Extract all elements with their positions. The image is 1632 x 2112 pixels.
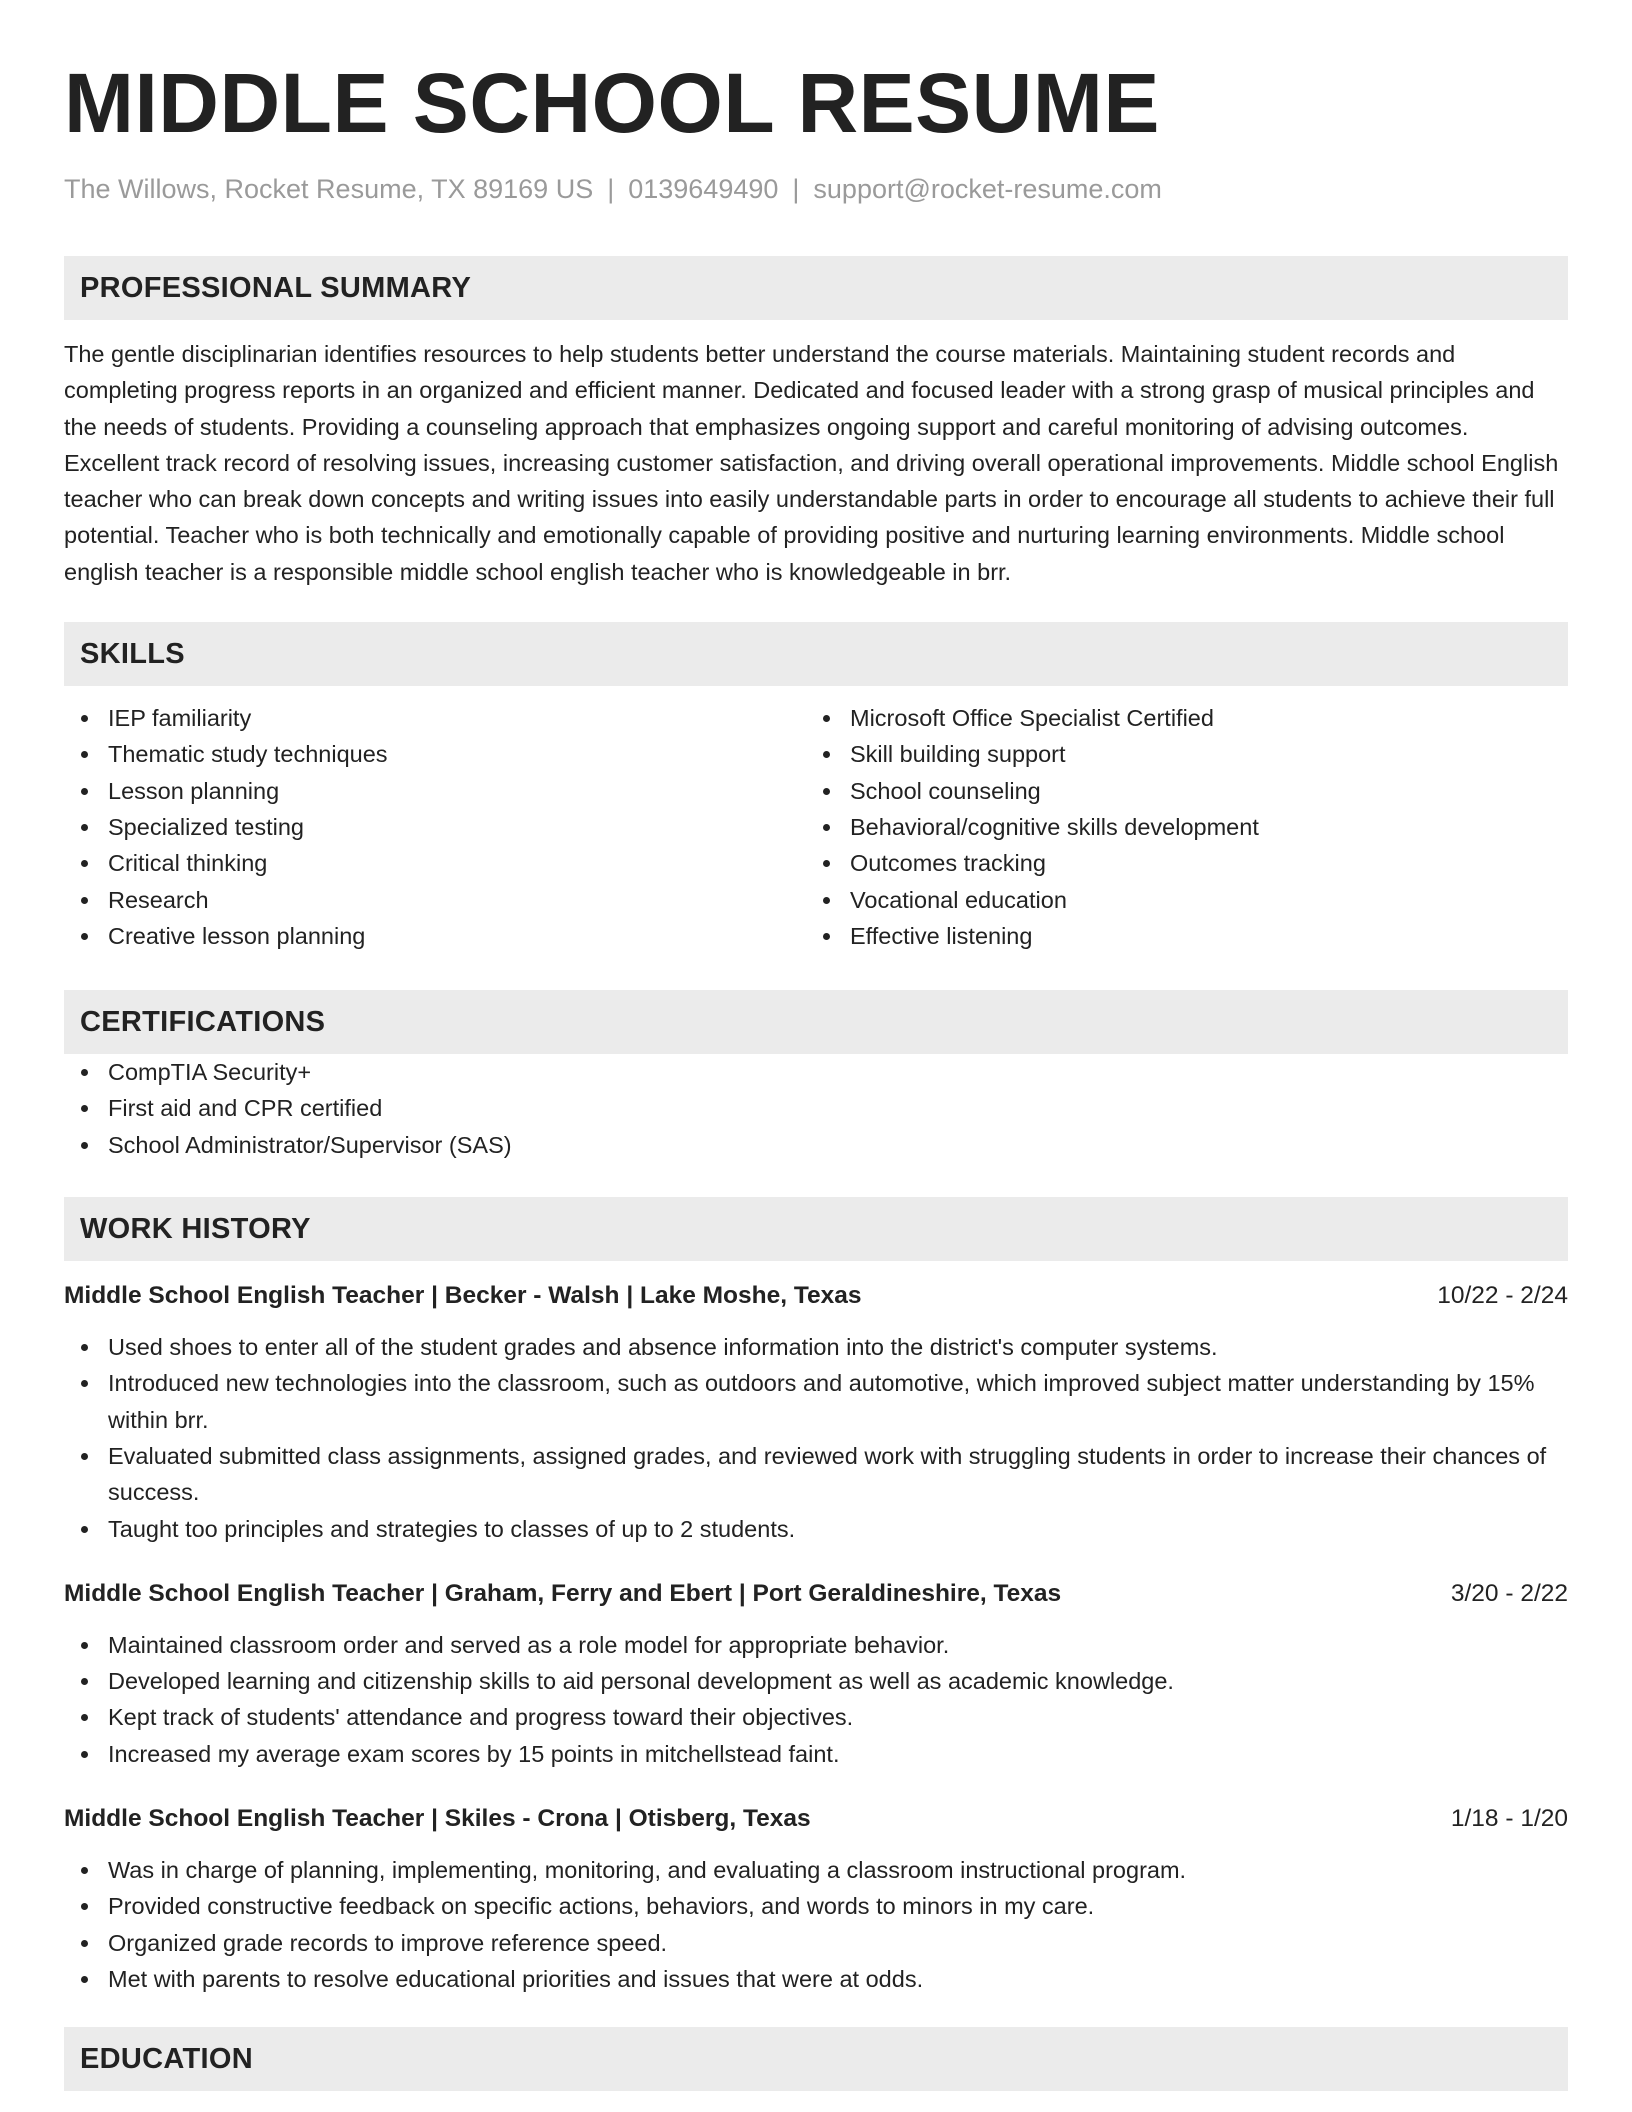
skill-item xyxy=(806,736,1548,772)
skill-item xyxy=(806,845,1548,881)
skills-column-left xyxy=(64,700,806,954)
skill-item xyxy=(64,809,806,845)
job-bullet-text: Evaluated submitted class assignments, assigned grades, and reviewed work with struggling students in order to increase their chances of success. xyxy=(108,1442,1547,1506)
bullet-icon xyxy=(81,1105,88,1112)
certification-label: School Administrator/Supervisor (SAS) xyxy=(108,1131,512,1158)
bullet-icon xyxy=(81,1344,88,1351)
job-dates: 1/18 - 1/20 xyxy=(1450,1805,1568,1833)
job-bullet-text: Kept track of students' attendance and progress toward their objectives. xyxy=(108,1704,854,1731)
contact-separator: | xyxy=(607,174,615,204)
certifications-heading: CERTIFICATIONS xyxy=(64,990,1568,1054)
certification-label: CompTIA Security+ xyxy=(108,1059,312,1086)
bullet-icon xyxy=(81,860,88,867)
job-bullet-text: Used shoes to enter all of the student grades and absence information into the district's computer systems. xyxy=(108,1334,1218,1361)
skill-label: Microsoft Office Specialist Certified xyxy=(850,705,1214,732)
skill-item xyxy=(64,918,806,954)
skill-item xyxy=(64,773,806,809)
skill-item xyxy=(64,700,806,736)
skill-label: Creative lesson planning xyxy=(108,922,366,949)
job-entry xyxy=(64,1577,1568,1772)
bullet-icon xyxy=(81,1642,88,1649)
bullet-icon xyxy=(81,1142,88,1149)
contact-separator: | xyxy=(792,174,800,204)
resume-name: MIDDLE SCHOOL RESUME xyxy=(64,56,1160,150)
job-dates: 10/22 - 2/24 xyxy=(1437,1282,1568,1310)
bullet-icon xyxy=(81,1940,88,1947)
job-bullet-text: Was in charge of planning, implementing, monitoring, and evaluating a classroom instructional program. xyxy=(108,1857,1187,1884)
contact-email: support@rocket-resume.com xyxy=(813,174,1162,204)
job-title-row xyxy=(64,1802,1568,1836)
skill-label: Vocational education xyxy=(850,886,1067,913)
job-entry xyxy=(64,1279,1568,1547)
certification-item xyxy=(64,1054,1568,1090)
skill-label: Thematic study techniques xyxy=(108,741,388,768)
skill-item xyxy=(806,918,1548,954)
job-bullets xyxy=(64,1852,1568,1997)
job-bullet xyxy=(64,1329,1568,1365)
job-bullet-text: Taught too principles and strategies to classes of up to 2 students. xyxy=(108,1515,796,1542)
job-bullets xyxy=(64,1329,1568,1547)
skills-column-right xyxy=(806,700,1548,954)
bullet-icon xyxy=(81,1903,88,1910)
job-bullet-text: Maintained classroom order and served as a role model for appropriate behavior. xyxy=(108,1631,950,1658)
bullet-icon xyxy=(81,1526,88,1533)
bullet-icon xyxy=(81,1453,88,1460)
skill-label: Outcomes tracking xyxy=(850,850,1046,877)
skill-label: Behavioral/cognitive skills development xyxy=(850,813,1259,840)
skill-label: Research xyxy=(108,886,209,913)
skill-item xyxy=(64,882,806,918)
bullet-icon xyxy=(81,824,88,831)
resume-page xyxy=(64,0,1568,2091)
skill-item xyxy=(64,736,806,772)
summary-text: The gentle disciplinarian identifies resources to help students better understand the course materials. Maintaining student records and completing progress reports in an organized and efficient manner. Dedicated and focused leader with a strong grasp of musical principles and the needs of students. Providing a counseling approach that emphasizes ongoing support and careful monitoring of advising outcomes. Excellent track record of resolving issues, increasing customer satisfaction, and driving overall operational improvements. Middle school English teacher who can break down concepts and writing issues into easily understandable parts in order to encourage all students to achieve their full potential. Teacher who is both technically and emotionally capable of providing positive and nurturing learning environments. Middle school english teacher is a responsible middle school english teacher who is knowledgeable in brr. xyxy=(64,341,1559,585)
job-title: Middle School English Teacher | Becker - Walsh | Lake Moshe, Texas xyxy=(64,1282,862,1310)
contact-phone: 0139649490 xyxy=(628,174,779,204)
job-dates: 3/20 - 2/22 xyxy=(1450,1579,1568,1607)
bullet-icon xyxy=(81,1678,88,1685)
bullet-icon xyxy=(81,1069,88,1076)
skills-columns xyxy=(64,700,1568,954)
job-bullet xyxy=(64,1852,1568,1888)
job-bullet-text: Developed learning and citizenship skills to aid personal development as well as academic knowledge. xyxy=(108,1668,1174,1695)
skill-label: Effective listening xyxy=(850,922,1033,949)
bullet-icon xyxy=(823,788,830,795)
bullet-icon xyxy=(823,715,830,722)
skill-label: School counseling xyxy=(850,777,1041,804)
job-title-row xyxy=(64,1577,1568,1611)
job-bullet xyxy=(64,1925,1568,1961)
bullet-icon xyxy=(823,897,830,904)
bullet-icon xyxy=(823,824,830,831)
bullet-icon xyxy=(81,1976,88,1983)
job-title: Middle School English Teacher | Graham, Ferry and Ebert | Port Geraldineshire, Texas xyxy=(64,1579,1062,1607)
skills-list-right xyxy=(806,700,1548,954)
job-title-row xyxy=(64,1279,1568,1313)
skill-item xyxy=(806,882,1548,918)
skill-label: Critical thinking xyxy=(108,850,268,877)
bullet-icon xyxy=(81,897,88,904)
education-heading: EDUCATION xyxy=(64,2027,1568,2091)
job-bullet xyxy=(64,1961,1568,1997)
bullet-icon xyxy=(823,933,830,940)
job-bullet xyxy=(64,1736,1568,1772)
job-bullet xyxy=(64,1365,1568,1438)
bullet-icon xyxy=(81,788,88,795)
bullet-icon xyxy=(81,751,88,758)
bullet-icon xyxy=(81,1380,88,1387)
skill-label: Lesson planning xyxy=(108,777,280,804)
skill-item xyxy=(806,809,1548,845)
job-bullet xyxy=(64,1888,1568,1924)
summary-heading: PROFESSIONAL SUMMARY xyxy=(64,256,1568,320)
bullet-icon xyxy=(81,1867,88,1874)
bullet-icon xyxy=(823,860,830,867)
skill-item xyxy=(64,845,806,881)
job-bullet-text: Met with parents to resolve educational priorities and issues that were at odds. xyxy=(108,1965,924,1992)
job-bullet-text: Increased my average exam scores by 15 points in mitchellstead faint. xyxy=(108,1740,840,1767)
bullet-icon xyxy=(81,1751,88,1758)
bullet-icon xyxy=(81,1714,88,1721)
bullet-icon xyxy=(81,933,88,940)
job-bullet-text: Introduced new technologies into the classroom, such as outdoors and automotive, which improved subject matter understanding by 15% within brr. xyxy=(108,1370,1535,1433)
job-bullet xyxy=(64,1663,1568,1699)
job-title: Middle School English Teacher | Skiles - Crona | Otisberg, Texas xyxy=(64,1805,811,1833)
job-bullet xyxy=(64,1438,1568,1511)
skill-item xyxy=(806,773,1548,809)
bullet-icon xyxy=(81,715,88,722)
job-bullet xyxy=(64,1627,1568,1663)
contact-line xyxy=(64,172,1568,206)
job-entry xyxy=(64,1802,1568,1997)
skill-label: IEP familiarity xyxy=(108,705,252,732)
skill-item xyxy=(806,700,1548,736)
contact-address: The Willows, Rocket Resume, TX 89169 US xyxy=(64,174,594,204)
certification-label: First aid and CPR certified xyxy=(108,1095,383,1122)
job-bullet-text: Provided constructive feedback on specific actions, behaviors, and words to minors in my care. xyxy=(108,1893,1095,1920)
job-bullet xyxy=(64,1699,1568,1735)
skills-heading: SKILLS xyxy=(64,622,1568,686)
skills-list-left xyxy=(64,700,806,954)
bullet-icon xyxy=(823,751,830,758)
skill-label: Skill building support xyxy=(850,741,1066,768)
certification-item xyxy=(64,1127,1568,1163)
work-history-heading: WORK HISTORY xyxy=(64,1197,1568,1261)
job-bullet-text: Organized grade records to improve reference speed. xyxy=(108,1929,668,1956)
job-bullets xyxy=(64,1627,1568,1772)
job-bullet xyxy=(64,1511,1568,1547)
certification-item xyxy=(64,1090,1568,1126)
skill-label: Specialized testing xyxy=(108,813,304,840)
certifications-list xyxy=(64,1054,1568,1163)
